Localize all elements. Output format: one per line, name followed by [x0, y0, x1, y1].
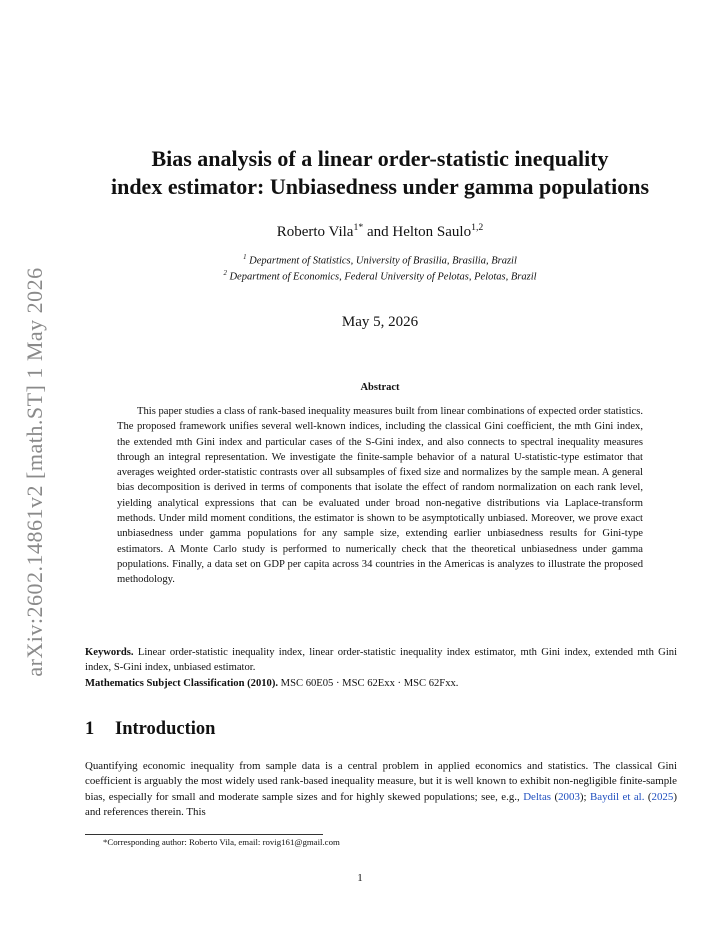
section-number: 1	[85, 719, 95, 739]
author-conjunction: and	[366, 224, 389, 240]
abstract-paragraph: This paper studies a class of rank-based inequality measures built from linear combinations of expected order statistics. The proposed framework unifies several well-known indices, including the classical Gini coefficient, the mth Gini index, the extended mth Gini index and particular cases of the S-Gini index, and also connects to spectral inequality measures through an integral representation. We investigate the finite-sample behavior of a natural U-statistic-type estimator that averages weighted order-statistic contrasts over all subsamples of fixed size and normalizes by the sample mean. A general bias decomposition is derived in terms of components that isolate the effect of random normalization on each rank level, yielding analytical expressions that can be evaluated under broad non-negative distributions via Laplace-transform methods. Under mild moment conditions, the estimator is shown to be asymptotically unbiased. Moreover, we prove exact unbiasedness under gamma populations for any sample size, extending earlier unbiasedness results for Gini-type estimators. A Monte Carlo study is performed to numerically check that the theoretical unbiasedness under gamma populations. Finally, a data set on GDP per capita across 34 countries in the Americas is analyzes to illustrate the proposed methodology.	[117, 406, 643, 586]
title-line-2: index estimator: Unbiasedness under gamma populations	[110, 174, 650, 199]
section-title: Introduction	[115, 719, 216, 739]
keywords-block	[85, 645, 677, 691]
affiliation-2-mark: 2	[223, 270, 227, 277]
citation-baydil-year-link[interactable]: 2025	[651, 790, 674, 803]
msc-line	[85, 676, 677, 691]
affiliation-1	[80, 254, 680, 267]
citation-baydil-link[interactable]: Baydil et al.	[590, 790, 645, 803]
msc-text: MSC 60E05 · MSC 62Exx · MSC 62Fxx.	[280, 677, 459, 689]
arxiv-identifier-stamp: arXiv:2602.14861v2 [math.ST] 1 May 2026	[22, 267, 47, 677]
keywords-label: Keywords.	[85, 647, 134, 658]
paper-title	[80, 145, 680, 201]
author-list	[80, 222, 680, 241]
author-1-affiliation-mark: 1*	[353, 222, 364, 233]
intro-text-after: and references therein. This	[85, 806, 206, 819]
paper-date: May 5, 2026	[341, 314, 419, 330]
keywords-text: Linear order-statistic inequality index, linear order-statistic inequality index estimator, mth Gini index, extended mth Gini index, S-Gini index, unbiased estimator.	[85, 647, 678, 674]
msc-label: Mathematics Subject Classification (2010).	[85, 677, 279, 689]
introduction-body	[85, 759, 677, 821]
citation-deltas-link[interactable]: Deltas	[523, 790, 552, 803]
page-number: 1	[357, 872, 363, 884]
keywords-line	[85, 645, 677, 676]
citation-deltas-year-link[interactable]: 2003	[558, 790, 580, 803]
footnote-corresponding-author: *Corresponding author: Roberto Vila, email: rovig161@gmail.com	[103, 837, 340, 847]
section-heading	[85, 719, 215, 740]
affiliation-2	[80, 270, 680, 283]
affiliation-2-text: Department of Economics, Federal University of Pelotas, Pelotas, Brazil	[229, 271, 537, 283]
author-2-name: Helton Saulo	[392, 224, 472, 240]
abstract-body	[117, 404, 643, 588]
introduction-paragraph: Quantifying economic inequality from sample data is a central problem in applied economics and statistics. The classical Gini coefficient is arguably the most widely used rank-based inequality measure, but it is well known to exhibit non-negligible finite-sample bias, especially for small and moderate sample sizes and for highly skewed populations; see, e.g., Deltas (2003); Baydil et al. (2025) and references therein. This	[85, 760, 677, 819]
author-1-name: Roberto Vila	[276, 224, 354, 240]
abstract-heading: Abstract	[360, 382, 400, 393]
title-line-1: Bias analysis of a linear order-statistic inequality	[151, 146, 609, 171]
footnote-rule	[85, 834, 323, 835]
affiliation-1-text: Department of Statistics, University of Brasilia, Brasilia, Brazil	[249, 255, 517, 267]
intro-text-before: Quantifying economic inequality from sample data is a central problem in applied economics and statistics. The classical Gini coefficient is arguably the most widely used rank-based inequality measure, but it is well known to exhibit non-negligible finite-sample bias, especially for small and moderate sample sizes and for highly skewed populations; see, e.g.,	[85, 760, 677, 803]
affiliation-1-mark: 1	[243, 254, 247, 261]
author-2-affiliation-mark: 1,2	[471, 222, 484, 233]
